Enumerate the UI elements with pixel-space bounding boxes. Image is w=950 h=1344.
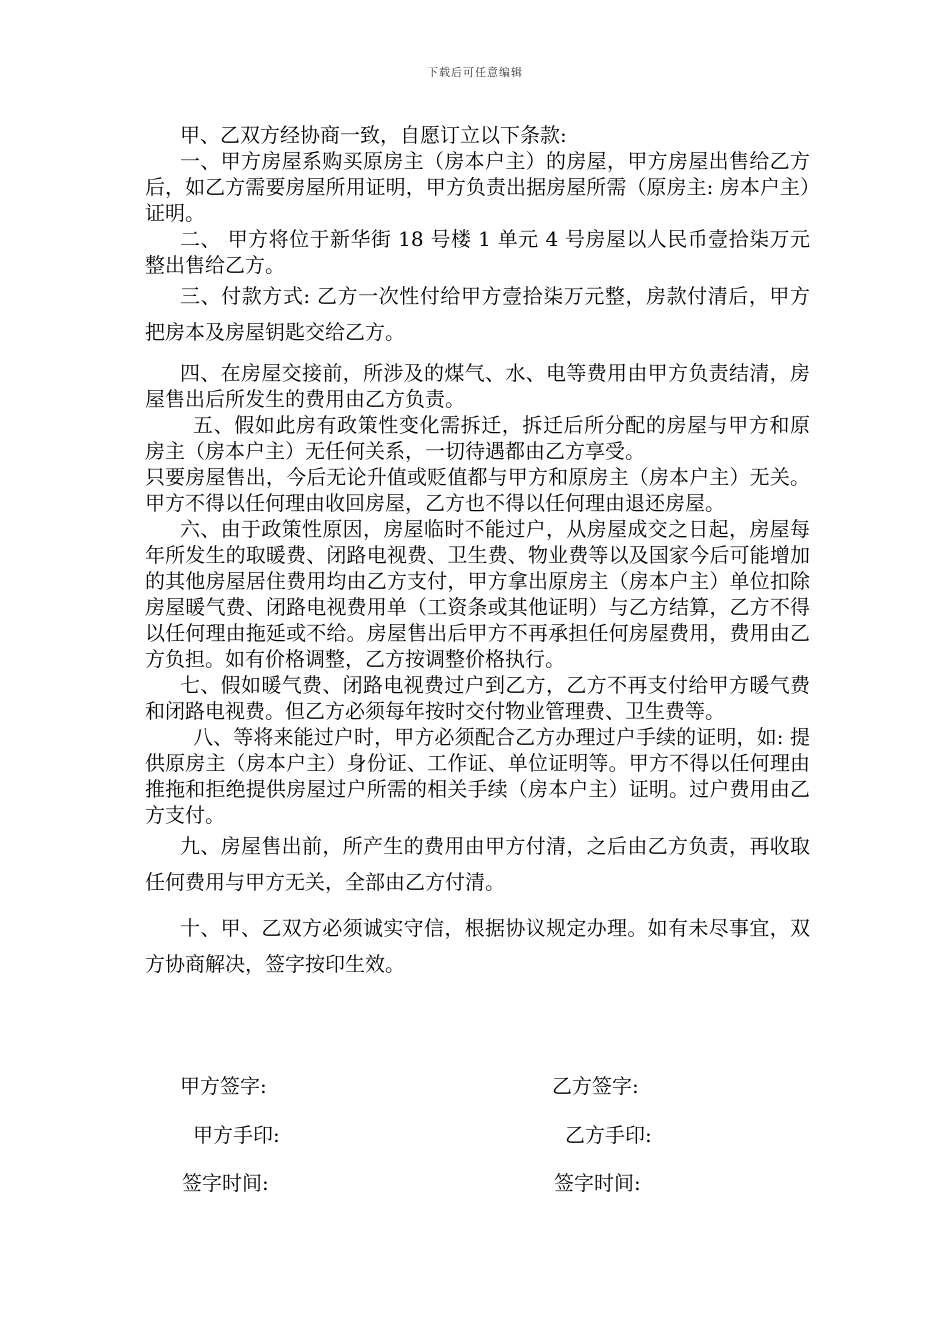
clause-4: 四、在房屋交接前，所涉及的煤气、水、电等费用由甲方负责结清，房屋售出后所发生的费用由乙方负责。 — [145, 361, 810, 411]
party-b-sign-time-label: 签字时间: — [554, 1171, 641, 1195]
clause-3: 三、付款方式: 乙方一次性付给甲方壹拾柒万元整，房款付清后，甲方把房本及房屋钥匙交给乙方。 — [145, 284, 810, 344]
intro-paragraph: 甲、乙双方经协商一致，自愿订立以下条款: — [180, 123, 567, 147]
clause-1: 一、甲方房屋系购买原房主（房本户主）的房屋，甲方房屋出售给乙方后，如乙方需要房屋所用证明，甲方负责出据房屋所需（原房主: 房本户主）证明。 — [145, 149, 810, 225]
contract-body — [145, 122, 810, 982]
clause-5: 五、假如此房有政策性变化需拆迁，拆迁后所分配的房屋与甲方和原房主（房本户主）无任何关系，一切待遇都由乙方享受。 — [145, 413, 810, 463]
clause-9: 九、房屋售出前，所产生的费用由甲方付清，之后由乙方负责，再收取任何费用与甲方无关，全部由乙方付清。 — [145, 834, 810, 894]
party-b-fingerprint-label: 乙方手印: — [565, 1123, 652, 1147]
clause-6: 六、由于政策性原因，房屋临时不能过户，从房屋成交之日起，房屋每年所发生的取暖费、闭路电视费、卫生费、物业费等以及国家今后可能增加的其他房屋居住费用均由乙方支付，甲方拿出原房主（房本户主）单位扣除房屋暖气费、闭路电视费用单（工资条或其他证明）与乙方结算，乙方不得以任何理由拖延或不给。房屋售出后甲方不再承担任何房屋费用，费用由乙方负担。如有价格调整，乙方按调整价格执行。 — [145, 517, 810, 671]
clause-5-continued: 只要房屋售出，今后无论升值或贬值都与甲方和原房主（房本户主）无关。甲方不得以任何理由收回房屋，乙方也不得以任何理由退还房屋。 — [145, 465, 810, 515]
party-b-signature-label: 乙方签字: — [552, 1074, 639, 1098]
party-a-fingerprint-label: 甲方手印: — [193, 1123, 280, 1147]
clause-10: 十、甲、乙双方必须诚实守信，根据协议规定办理。如有未尽事宜，双方协商解决，签字按印生效。 — [145, 916, 810, 976]
header-note: 下载后可任意编辑 — [427, 66, 523, 79]
party-a-sign-time-label: 签字时间: — [182, 1171, 269, 1195]
clause-7: 七、假如暖气费、闭路电视费过户到乙方，乙方不再支付给甲方暖气费和闭路电视费。但乙方必须每年按时交付物业管理费、卫生费等。 — [145, 673, 810, 723]
clause-8: 八、等将来能过户时，甲方必须配合乙方办理过户手续的证明，如: 提供原房主（房本户主）身份证、工作证、单位证明等。甲方不得以任何理由推拖和拒绝提供房屋过户所需的相关手续（房本户主）证明。过户费用由乙方支付。 — [145, 725, 810, 827]
clause-2: 二、 甲方将位于新华街 18 号楼 1 单元 4 号房屋以人民币壹拾柒万元整出售给乙方。 — [145, 227, 810, 277]
party-a-signature-label: 甲方签字: — [180, 1074, 267, 1098]
